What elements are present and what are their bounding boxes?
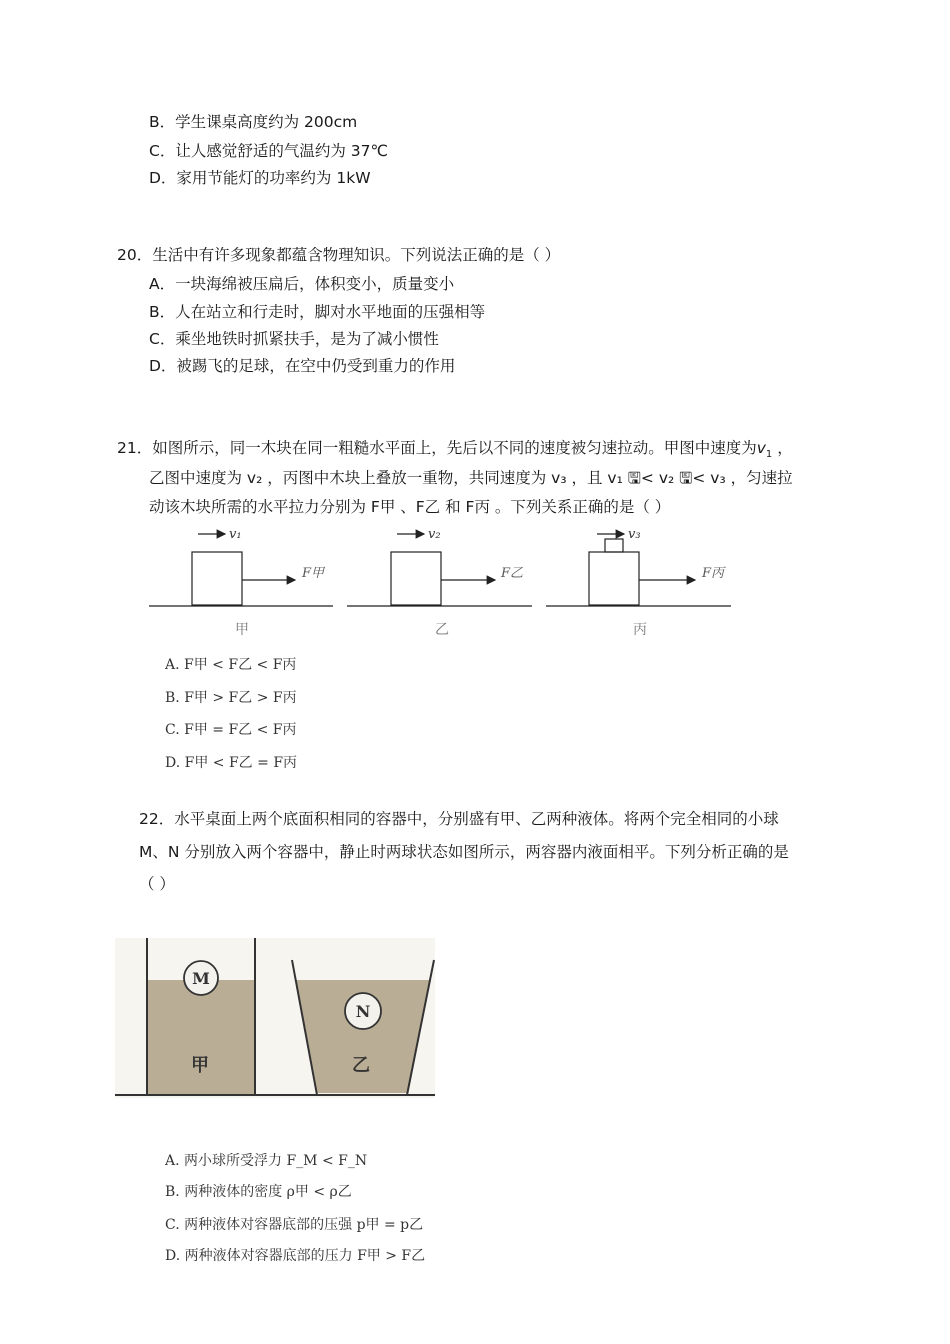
q19-option-b: B．学生课桌高度约为 200cm: [149, 113, 358, 131]
q22-stem-line3: （ ）: [139, 875, 175, 893]
ball-m-label: M: [192, 969, 210, 988]
liquid-jia: [147, 980, 255, 1094]
velocity-label-2: v₂: [428, 527, 441, 542]
q20-option-a: A．一块海绵被压扁后，体积变小，质量变小: [149, 275, 455, 293]
liquid-yi-label: 乙: [352, 1055, 370, 1076]
q22-option-d: D. 两种液体对容器底部的压力 F甲 > F乙: [165, 1248, 426, 1264]
q22-figure: [115, 938, 435, 1098]
q22-option-b: B. 两种液体的密度 ρ甲 < ρ乙: [165, 1184, 352, 1200]
q21-option-b: B. F甲 > F乙 > F丙: [165, 690, 297, 706]
q21-line1-sub: 1: [765, 449, 773, 461]
q20-option-b: B．人在站立和行走时，脚对水平地面的压强相等: [149, 303, 486, 321]
q22-option-c: C. 两种液体对容器底部的压强 p甲 = p乙: [165, 1217, 424, 1233]
ball-n-label: N: [355, 1002, 371, 1021]
caption-1: 甲: [235, 622, 249, 638]
q21-option-c: C. F甲 = F乙 < F丙: [165, 722, 297, 738]
block-3: [589, 552, 639, 605]
q19-option-d: D．家用节能灯的功率约为 1kW: [149, 169, 371, 187]
q21-option-d: D. F甲 < F乙 = F丙: [165, 755, 298, 771]
q21-stem-line1: [117, 438, 793, 465]
block-1: [192, 552, 242, 605]
q22-stem-line1: 22．水平桌面上两个底面积相同的容器中，分别盛有甲、乙两种液体。将两个完全相同的小球: [139, 810, 779, 828]
velocity-label-1: v₁: [229, 527, 242, 542]
q21-option-a: A. F甲 < F乙 < F丙: [165, 657, 297, 673]
weight-on-block: [605, 539, 623, 552]
q21-stem-line2: 乙图中速度为 v₂ ，丙图中木块上叠放一重物，共同速度为 v₃ ，且 v₁ 🖫< v₂ 🖫< v₃ ，匀速拉: [149, 469, 793, 487]
q21-stem-line3: 动该木块所需的水平拉力分别为 F甲 、F乙 和 F丙 。下列关系正确的是（ ）: [149, 498, 671, 516]
q20-option-c: C．乘坐地铁时抓紧扶手，是为了减小惯性: [149, 330, 439, 348]
q20-option-d: D．被踢飞的足球，在空中仍受到重力的作用: [149, 357, 456, 375]
liquid-jia-label: 甲: [191, 1055, 209, 1076]
force-label-3: F丙: [702, 566, 725, 581]
q22-stem-line2: M、N 分别放入两个容器中，静止时两球状态如图所示，两容器内液面相平。下列分析正确的是: [139, 843, 789, 861]
q21-figure: [145, 522, 745, 647]
force-label-1: F甲: [302, 566, 325, 581]
caption-3: 丙: [633, 622, 647, 638]
q20-stem: 20．生活中有许多现象都蕴含物理知识。下列说法正确的是（ ）: [117, 246, 561, 264]
caption-2: 乙: [435, 622, 449, 638]
q22-option-a: A. 两小球所受浮力 F_M < F_N: [165, 1153, 368, 1169]
force-label-2: F乙: [501, 566, 524, 581]
block-2: [391, 552, 441, 605]
q21-line1-text: 21．如图所示，同一木块在同一粗糙水平面上，先后以不同的速度被匀速拉动。甲图中速度为: [117, 439, 757, 457]
q21-line1-post: ，: [772, 439, 793, 457]
q21-line1-v: v: [756, 439, 766, 457]
q19-option-c: C．让人感觉舒适的气温约为 37℃: [149, 142, 388, 160]
velocity-label-3: v₃: [628, 527, 641, 542]
